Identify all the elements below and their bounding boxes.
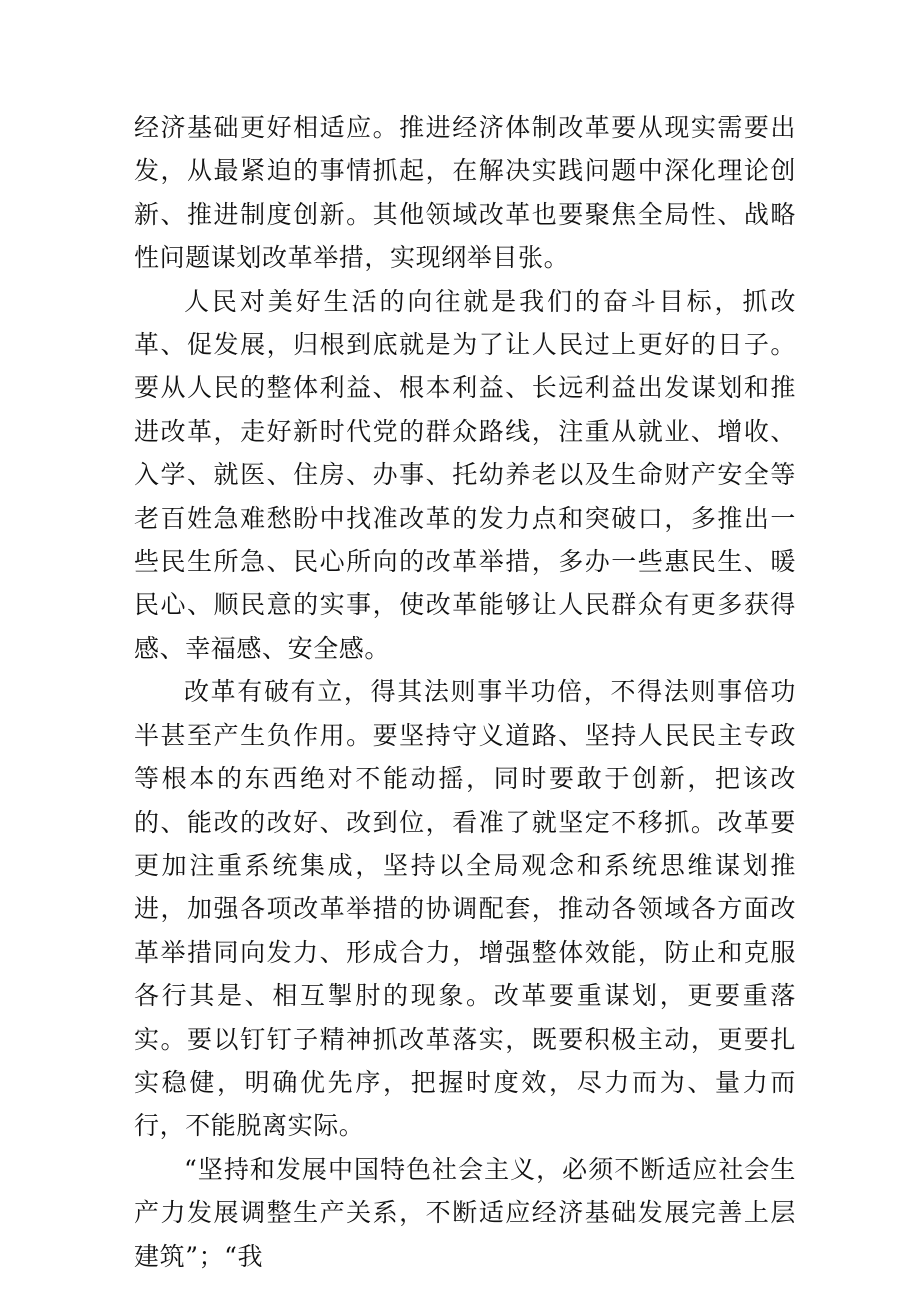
paragraph-people-wellbeing: 人民对美好生活的向往就是我们的奋斗目标，抓改革、促发展，归根到底就是为了让人民过上更好的日子。要从人民的整体利益、根本利益、长远利益出发谋划和推进改革，走好新时代党的群众路线，注重从就业、增收、入学、就医、住房、办事、托幼养老以及生命财产安全等老百姓急难愁盼中找准改革的发力点和突破口，多推出一些民生所急、民心所向的改革举措，多办一些惠民生、暖民心、顺民意的实事，使改革能够让人民群众有更多获得感、幸福感、安全感。: [134, 286, 796, 663]
paragraph-quote: “坚持和发展中国特色社会主义，必须不断适应社会生产力发展调整生产关系，不断适应经济基础发展完善上层建筑”；“我: [134, 1154, 796, 1271]
body-text: [134, 106, 796, 1278]
paragraph-continuation: 经济基础更好相适应。推进经济体制改革要从现实需要出发，从最紧迫的事情抓起，在解决实践问题中深化理论创新、推进制度创新。其他领域改革也要聚焦全局性、战略性问题谋划改革举措，实现纲举目张。: [134, 113, 796, 273]
paragraph-reform-method: 改革有破有立，得其法则事半功倍，不得法则事倍功半甚至产生负作用。要坚持守义道路、坚持人民民主专政等根本的东西绝对不能动摇，同时要敢于创新，把该改的、能改的改好、改到位，看准了就坚定不移抓。改革要更加注重系统集成，坚持以全局观念和系统思维谋划推进，加强各项改革举措的协调配套，推动各领域各方面改革举措同向发力、形成合力，增强整体效能，防止和克服各行其是、相互掣肘的现象。改革要重谋划，更要重落实。要以钉钉子精神抓改革落实，既要积极主动，更要扎实稳健，明确优先序，把握时度效，尽力而为、量力而行，不能脱离实际。: [134, 677, 796, 1141]
